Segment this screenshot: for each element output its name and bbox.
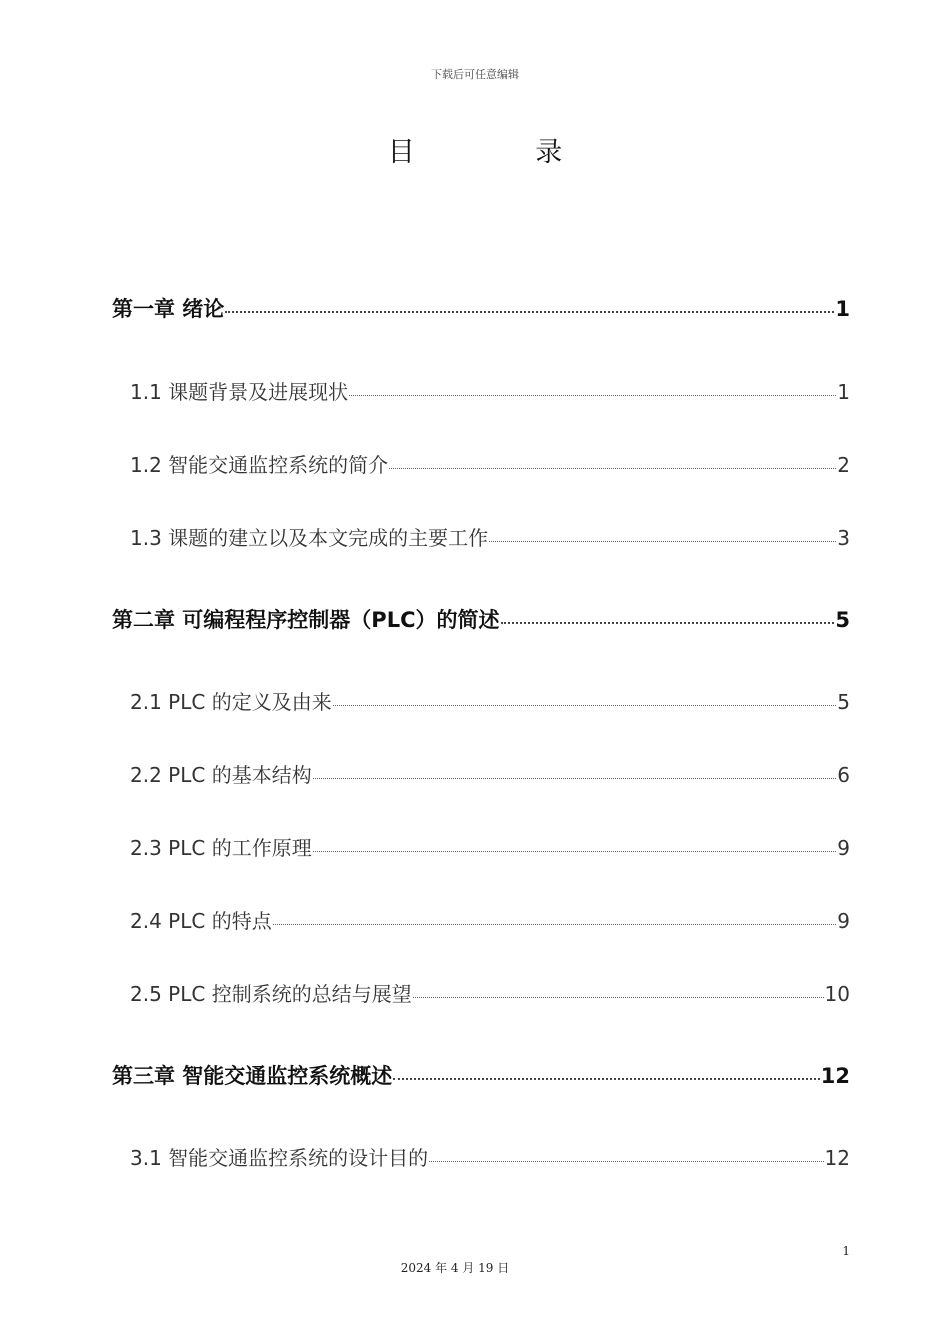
toc-entry-page: 9	[837, 836, 850, 860]
toc-entry-label: 2.5 PLC 控制系统的总结与展望	[130, 982, 412, 1006]
toc-entry-label: 1.1 课题背景及进展现状	[130, 380, 349, 404]
toc-section-2-2[interactable]	[130, 759, 850, 788]
toc-chapter-2[interactable]	[112, 604, 850, 634]
toc-entry-page: 12	[824, 1146, 850, 1170]
toc-entry-page: 5	[835, 608, 850, 632]
toc-entry-page: 9	[837, 909, 850, 933]
toc-section-2-4[interactable]	[130, 905, 850, 934]
toc-entry-label: 第三章 智能交通监控系统概述	[112, 1064, 393, 1088]
dot-leader	[225, 310, 834, 313]
toc-entry-page: 1	[837, 380, 850, 404]
dot-leader	[349, 394, 836, 396]
toc-section-2-5[interactable]	[130, 978, 850, 1007]
page-header-note: 下载后可任意编辑	[431, 68, 519, 81]
toc-entry-label: 第一章 绪论	[112, 297, 225, 321]
page-number: 1	[842, 1244, 850, 1258]
toc-entry-page: 3	[837, 526, 850, 550]
toc-section-1-1[interactable]	[130, 376, 850, 405]
toc-entry-label: 第二章 可编程程序控制器（PLC）的简述	[112, 608, 500, 632]
toc-section-1-3[interactable]	[130, 522, 850, 551]
toc-entry-label: 1.3 课题的建立以及本文完成的主要工作	[130, 526, 489, 550]
toc-entry-label: 3.1 智能交通监控系统的设计目的	[130, 1146, 429, 1170]
toc-entry-label: 1.2 智能交通监控系统的简介	[130, 453, 389, 477]
toc-entry-label: 2.4 PLC 的特点	[130, 909, 272, 933]
toc-chapter-1[interactable]	[112, 293, 850, 323]
toc-title: 目 录	[387, 137, 619, 168]
toc-entry-page: 5	[837, 690, 850, 714]
toc-section-2-1[interactable]	[130, 686, 850, 715]
dot-leader	[313, 850, 837, 852]
toc-entry-page: 2	[837, 453, 850, 477]
dot-leader	[389, 467, 836, 469]
dot-leader	[393, 1077, 819, 1080]
dot-leader	[501, 621, 835, 624]
footer-date: 2024 年 4 月 19 日	[400, 1261, 510, 1275]
dot-leader	[429, 1160, 823, 1162]
toc-entry-page: 6	[837, 763, 850, 787]
toc-section-1-2[interactable]	[130, 449, 850, 478]
toc-entry-page: 1	[835, 297, 850, 321]
dot-leader	[313, 777, 837, 779]
dot-leader	[489, 540, 836, 542]
toc-section-3-1[interactable]	[130, 1142, 850, 1171]
toc-entry-page: 12	[820, 1064, 850, 1088]
toc-entry-page: 10	[824, 982, 850, 1006]
dot-leader	[413, 996, 824, 998]
toc-entry-label: 2.2 PLC 的基本结构	[130, 763, 312, 787]
toc-section-2-3[interactable]	[130, 832, 850, 861]
dot-leader	[333, 704, 837, 706]
toc-entry-label: 2.1 PLC 的定义及由来	[130, 690, 332, 714]
dot-leader	[273, 923, 837, 925]
toc-chapter-3[interactable]	[112, 1060, 850, 1090]
toc-entry-label: 2.3 PLC 的工作原理	[130, 836, 312, 860]
